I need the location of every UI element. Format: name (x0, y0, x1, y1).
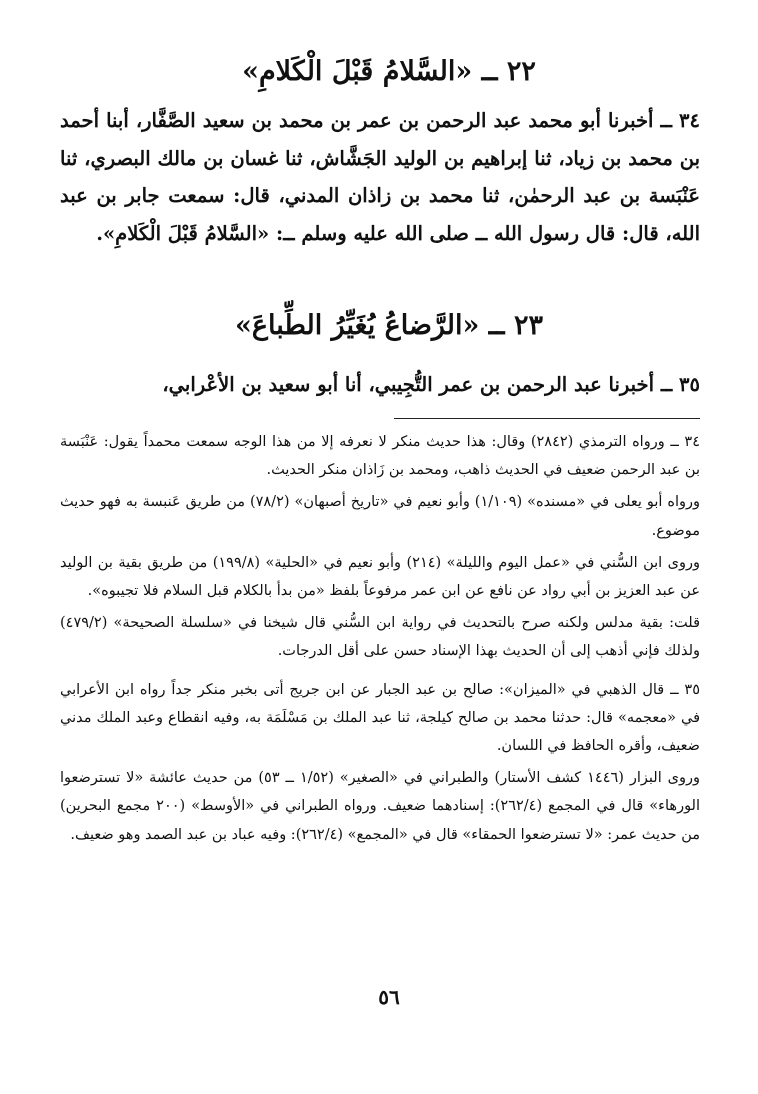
hadith-34-text: ٣٤ ــ أخبرنا أبو محمد عبد الرحمن بن عمر بن محمد بن سعيد الصَّفَّار، أبنا أحمد بن محمد بن زياد، ثنا إبراهيم بن الوليد الجَشَّاش، ثنا غسان بن مالك البصري، ثنا عَنْبَسة بن عبد الرحمٰن، ثنا محمد بن زاذان المدني، قال: سمعت جابر بن عبد الله، قال: قال رسول الله ــ صلى الله عليه وسلم ــ: «السَّلامُ قَبْلَ الْكَلامِ». (60, 109, 700, 245)
footnotes (60, 428, 700, 853)
footnote-34-para-2: ورواه أبو يعلى في «مسنده» (١/١٠٩) وأبو نعيم في «تاريخ أصبهان» (٧٨/٢) من طريق عَنبسة به فهو حديث موضوع. (60, 494, 700, 539)
footnote-35-para-1: ٣٥ ــ قال الذهبي في «الميزان»: صالح بن عبد الجبار عن ابن جريج أتى بخبر منكر جداً رواه ابن الأعرابي في «معجمه» قال: حدثنا محمد بن صالح كيلجة، ثنا عبد الملك بن مَسْلَمَة به، وفيه انقطاع وعبد الملك مدني ضعيف، وأقره الحافظ في اللسان. (60, 681, 700, 755)
footnote-34-para-4: قلت: بقية مدلس ولكنه صرح بالتحديث في رواية ابن السُّني قال شيخنا في «سلسلة الصحيحة» (٤٧٩/٢) ولذلك فإني أذهب إلى أن الحديث بهذا الإسناد حسن على أقل الدرجات. (60, 615, 700, 660)
chapter-heading-22: ٢٢ ــ «السَّلامُ قَبْلَ الْكَلامِ» (242, 56, 536, 87)
footnote-separator (394, 418, 700, 419)
page-number: ٥٦ (378, 985, 400, 1009)
chapter-heading-23: ٢٣ ــ «الرَّضاعُ يُغَيِّرُ الطِّباعَ» (234, 310, 544, 341)
hadith-35-text: ٣٥ ــ أخبرنا عبد الرحمن بن عمر التُّجِيبي، أنا أبو سعيد بن الأعْرابي، (162, 373, 700, 396)
footnote-34-para-3: وروى ابن السُّني في «عمل اليوم والليلة» (٢١٤) وأبو نعيم في «الحلية» (١٩٩/٨) من طريق بقية بن الوليد عن عبد العزيز بن أبي رواد عن نافع عن ابن عمر مرفوعاً بلفظ «من بدأ بالكلام قبل السلام فلا تجيبوه». (60, 554, 700, 600)
footnote-34-para-1: ٣٤ ــ ورواه الترمذي (٢٨٤٢) وقال: هذا حديث منكر لا نعرفه إلا من هذا الوجه سمعت محمداً يقول: عَنْبَسة بن عبد الرحمن ضعيف في الحديث ذاهب، ومحمد بن زَاذان منكر الحديث. (60, 434, 700, 479)
footnote-35-para-2: وروى البزار (١٤٤٦ كشف الأستار) والطبراني في «الصغير» (١/٥٢ ــ ٥٣) من حديث عائشة «لا تسترضعوا الورهاء» قال في المجمع (٢٦٢/٤): إسنادهما ضعيف. ورواه الطبراني في «الأوسط» (٢٠٠ مجمع البحرين) من حديث عمر: «لا تسترضعوا الحمقاء» قال في «المجمع» (٢٦٢/٤): وفيه عباد بن عبد الصمد وهو ضعيف. (60, 770, 701, 843)
